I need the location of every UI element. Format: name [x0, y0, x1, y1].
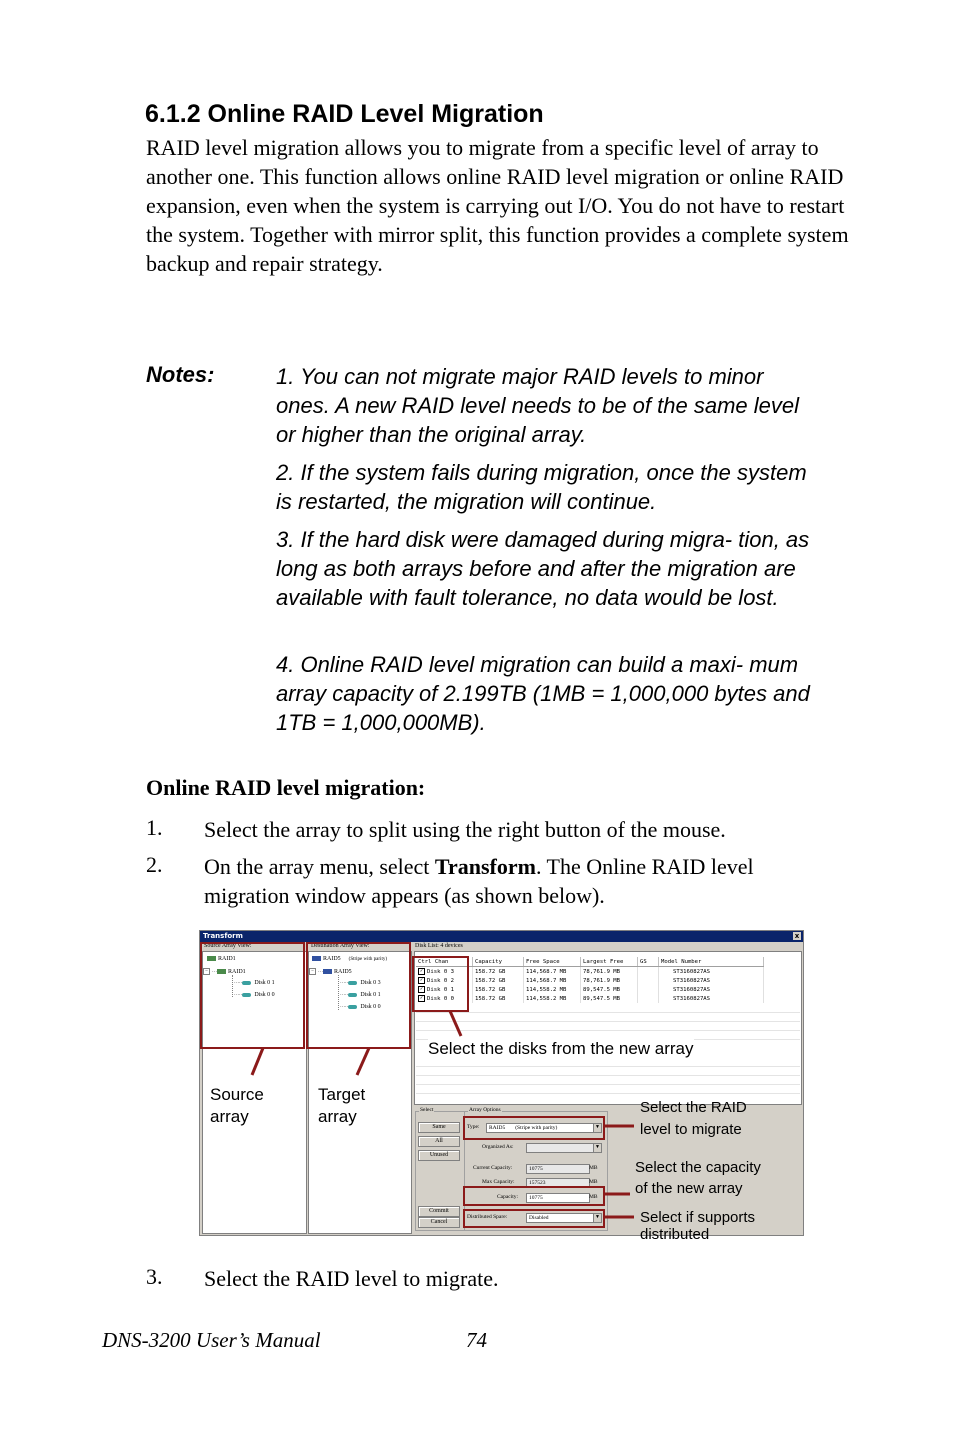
chevron-down-icon[interactable]: ▼	[593, 1124, 601, 1132]
window-title: Transform	[203, 932, 243, 940]
note-4: 4. Online RAID level migration can build a maxi- mum array capacity of 2.199TB (1MB = 1,000,000 bytes and 1TB = 1,000,000MB).	[276, 652, 810, 735]
cell: 89,547.5 MB	[581, 994, 638, 1003]
cell: 158.72 GB	[473, 994, 524, 1003]
cell: ST3160827AS	[659, 976, 764, 985]
capacity-label: Capacity:	[497, 1194, 519, 1200]
disk-list-label: Disk List: 4 devices	[415, 943, 463, 949]
step-2-bold: Transform	[434, 854, 536, 879]
cell: 158.72 GB	[473, 976, 524, 985]
step-2-text-after: . The Online RAID level migration window appears (as shown below).	[204, 854, 754, 908]
cancel-button[interactable]: Cancel	[418, 1217, 460, 1228]
step-3-number: 3.	[146, 1264, 163, 1289]
array-options-title: Array Options	[469, 1107, 501, 1113]
note-2: 2. If the system fails during migration, once the system is restarted, the migration will continue.	[276, 460, 807, 514]
callout-capacity: Select the capacity of the new array	[635, 1159, 761, 1197]
column-header[interactable]: Model Number	[659, 957, 764, 967]
step-3-text: Select the RAID level to migrate.	[204, 1266, 499, 1291]
source-tree-root[interactable]: RAID1	[207, 956, 236, 962]
callout-source-array: Source array	[210, 1085, 264, 1126]
cell: 114,558.2 MB	[524, 985, 581, 994]
column-header[interactable]: GS	[638, 957, 659, 967]
current-capacity-field: 10775	[526, 1164, 590, 1174]
callout-raid-level: Select the RAID level to migrate	[640, 1099, 747, 1138]
column-header[interactable]: Free Space	[524, 957, 581, 967]
dest-tree-root[interactable]: RAID5 (Stripe with parity)	[312, 956, 387, 962]
organized-as-label: Organized As:	[482, 1144, 514, 1150]
disk-cell[interactable]: ✓ Disk 0 2	[416, 976, 473, 985]
dest-disk-03[interactable]: ····· Disk 0 3	[340, 980, 381, 986]
section-heading: 6.1.2 Online RAID Level Migration	[145, 100, 544, 128]
disk-cell[interactable]: ✓ Disk 0 0	[416, 994, 473, 1003]
column-header[interactable]: Largest Free	[581, 957, 638, 967]
max-capacity-unit: MB	[589, 1179, 598, 1185]
max-capacity-field: 157523	[526, 1178, 590, 1188]
column-header[interactable]: Ctrl Chan	[416, 957, 473, 967]
dest-disk-00[interactable]: ····· Disk 0 0	[340, 1004, 381, 1010]
column-header[interactable]: Capacity	[473, 957, 524, 967]
checkbox-checked[interactable]: ✓	[419, 977, 423, 983]
source-pointer-line	[252, 1048, 263, 1075]
commit-button[interactable]: Commit	[418, 1206, 460, 1217]
all-button[interactable]: All	[418, 1136, 460, 1147]
intro-paragraph: RAID level migration allows you to migrate from a specific level of array to another one. This function allows online RAID level migration or online RAID expansion, even when the system is carrying out I/O. You do not have to restart the system. Together with mirror split, this function provides a complete system backup and repair strategy.	[146, 135, 849, 276]
callout-select-disks: Select the disks from the new array	[428, 1039, 694, 1058]
source-array-view-label: Source Array View:	[204, 943, 252, 949]
distributed-spare-label: Distributed Spare:	[467, 1214, 508, 1220]
note-1: 1. You can not migrate major RAID levels to minor ones. A new RAID level needs to be of the same level or higher than the original array.	[276, 364, 799, 447]
cell: 114,568.7 MB	[524, 967, 581, 977]
max-capacity-label: Max Capacity:	[482, 1179, 515, 1185]
destination-array-view-label: Destination Array View:	[311, 943, 370, 949]
disk-cell[interactable]: ✓ Disk 0 3	[416, 967, 473, 977]
capacity-input[interactable]: 10775	[526, 1193, 590, 1203]
source-disk-01[interactable]: ····· Disk 0 1	[234, 980, 275, 986]
footer-page-number: 74	[466, 1328, 487, 1352]
distributed-spare-dropdown[interactable]: Disabled ▼	[526, 1213, 602, 1223]
dest-tree-array[interactable]: − ··· RAID5	[309, 968, 352, 975]
cell: 114,568.7 MB	[524, 976, 581, 985]
cell: 114,558.2 MB	[524, 994, 581, 1003]
step-1-number: 1.	[146, 815, 163, 840]
callout-target-array: Target array	[318, 1085, 366, 1126]
note-3: 3. If the hard disk were damaged during migra- tion, as long as both arrays before and after the migration are available with fault tolerance, no data would be lost.	[276, 527, 810, 610]
collapse-icon[interactable]: −	[203, 968, 210, 975]
cell: ST3160827AS	[659, 985, 764, 994]
cell: ST3160827AS	[659, 967, 764, 977]
checkbox-checked[interactable]: ✓	[419, 995, 423, 1001]
collapse-icon[interactable]: −	[309, 968, 316, 975]
callout-distributed-line1: Select if supports	[640, 1209, 756, 1226]
type-label: Type:	[467, 1124, 480, 1130]
capacity-unit: MB	[589, 1194, 598, 1200]
source-tree-array[interactable]: − ··· RAID1	[203, 968, 246, 975]
dest-disk-01[interactable]: ····· Disk 0 1	[340, 992, 381, 998]
callout-distributed-line2: distributed	[640, 1226, 710, 1243]
target-pointer-line	[357, 1048, 369, 1075]
step-2-text-before: On the array menu, select	[204, 854, 435, 879]
cell: 78,761.9 MB	[581, 976, 638, 985]
checkbox-checked[interactable]: ✓	[419, 968, 423, 974]
same-button[interactable]: Same	[418, 1122, 460, 1133]
footer-manual-title: DNS-3200 User’s Manual	[102, 1328, 321, 1352]
select-group-title: Select	[420, 1107, 434, 1113]
cell: ST3160827AS	[659, 994, 764, 1003]
disk-cell[interactable]: ✓ Disk 0 1	[416, 985, 473, 994]
checkbox-checked[interactable]: ✓	[419, 986, 423, 992]
source-disk-00[interactable]: ····· Disk 0 0	[234, 992, 275, 998]
cell: 158.72 GB	[473, 985, 524, 994]
cell: 78,761.9 MB	[581, 967, 638, 977]
unused-button[interactable]: Unused	[418, 1150, 460, 1161]
cell: 89,547.5 MB	[581, 985, 638, 994]
chevron-down-icon[interactable]: ▼	[593, 1214, 601, 1222]
disks-pointer-line	[450, 1011, 461, 1036]
current-capacity-label: Current Capacity:	[473, 1165, 513, 1171]
cell: 158.72 GB	[473, 967, 524, 977]
chevron-down-icon[interactable]: ▼	[593, 1144, 601, 1152]
close-icon[interactable]: x	[794, 932, 800, 940]
step-2-number: 2.	[146, 852, 163, 877]
current-capacity-unit: MB	[589, 1165, 598, 1171]
procedure-heading: Online RAID level migration:	[146, 775, 426, 800]
step-1-text: Select the array to split using the right button of the mouse.	[204, 817, 726, 842]
notes-label: Notes:	[146, 362, 215, 387]
type-dropdown[interactable]: RAID5 (Stripe with parity) ▼	[486, 1123, 602, 1133]
